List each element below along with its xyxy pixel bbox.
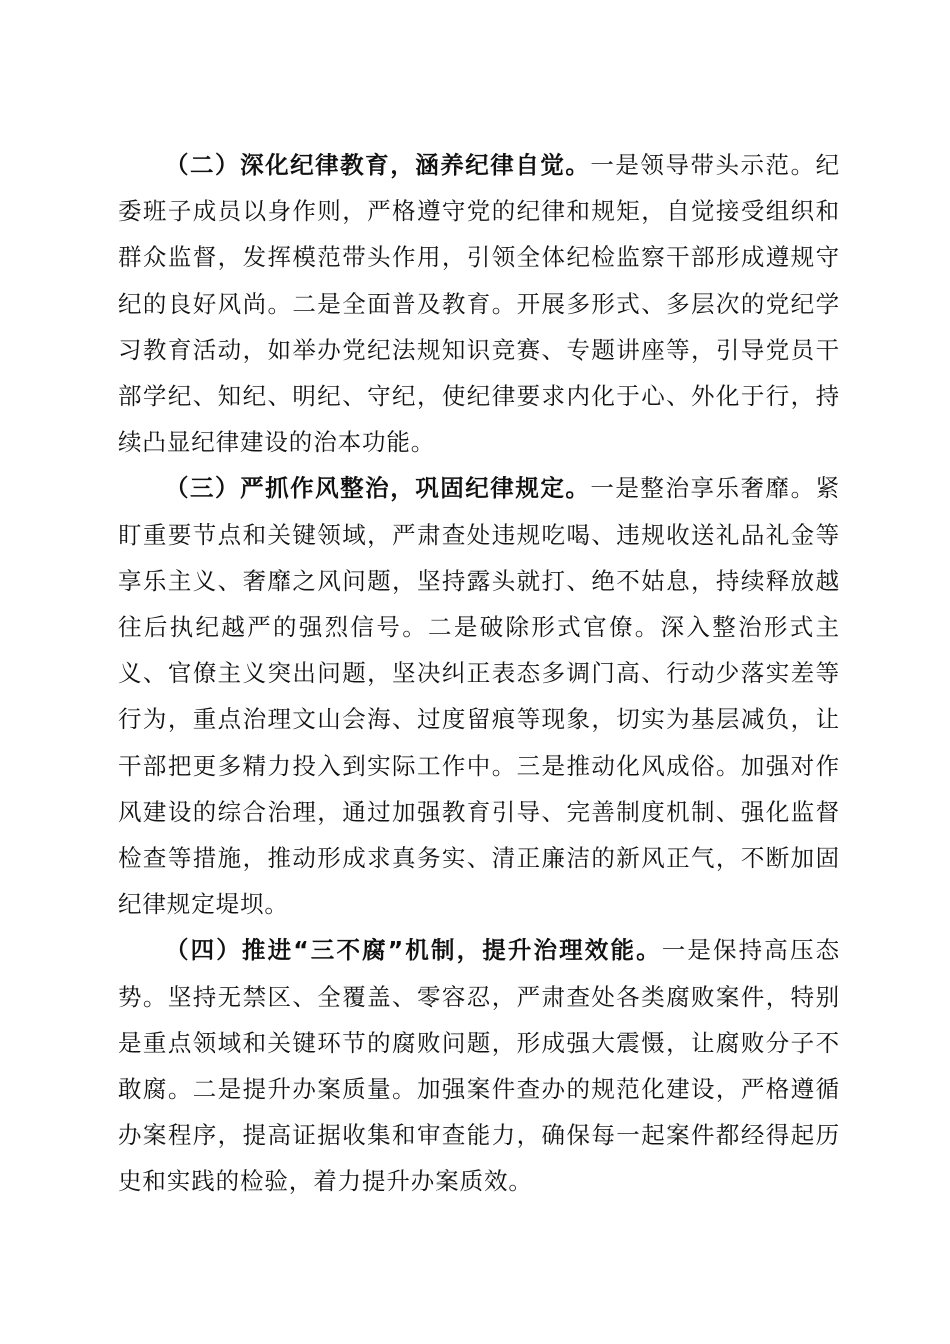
paragraph-text: 一是整治享乐奢靡。紧盯重要节点和关键领域，严肃查处违规吃喝、违规收送礼品礼金等享乐主义、奢靡之风问题，坚持露头就打、绝不姑息，持续释放越往后执纪越严的强烈信号。二是破除形式官僚。深入整治形式主义、官僚主义突出问题，坚决纠正表态多调门高、行动少落实差等行为，重点治理文山会海、过度留痕等现象，切实为基层减负，让干部把更多精力投入到实际工作中。三是推动化风成俗。加强对作风建设的综合治理，通过加强教育引导、完善制度机制、强化监督检查等措施，推动形成求真务实、清正廉洁的新风正气，不断加固纪律规定堤坝。 [118,474,840,919]
paragraph-heading: （二）深化纪律教育，涵养纪律自觉。 [165,151,591,179]
paragraph-discipline-education [118,142,840,465]
paragraph-text: 一是领导带头示范。纪委班子成员以身作则，严格遵守党的纪律和规矩，自觉接受组织和群众监督，发挥模范带头作用，引领全体纪检监察干部形成遵规守纪的良好风尚。二是全面普及教育。开展多形式、多层次的党纪学习教育活动，如举办党纪法规知识竞赛、专题讲座等，引导党员干部学纪、知纪、明纪、守纪，使纪律要求内化于心、外化于行，持续凸显纪律建设的治本功能。 [118,151,840,457]
document-body [118,142,840,1205]
paragraph-heading: （四）推进“三不腐”机制，提升治理效能。 [165,936,662,965]
paragraph-anti-corruption-mechanism [118,927,840,1204]
paragraph-text: 一是保持高压态势。坚持无禁区、全覆盖、零容忍，严肃查处各类腐败案件，特别是重点领域和关键环节的腐败问题，形成强大震慑，让腐败分子不敢腐。二是提升办案质量。加强案件查办的规范化建设，严格遵循办案程序，提高证据收集和审查能力，确保每一起案件都经得起历史和实践的检验，着力提升办案质效。 [118,936,840,1196]
paragraph-heading: （三）严抓作风整治，巩固纪律规定。 [165,474,591,503]
paragraph-work-style-rectification [118,465,840,927]
